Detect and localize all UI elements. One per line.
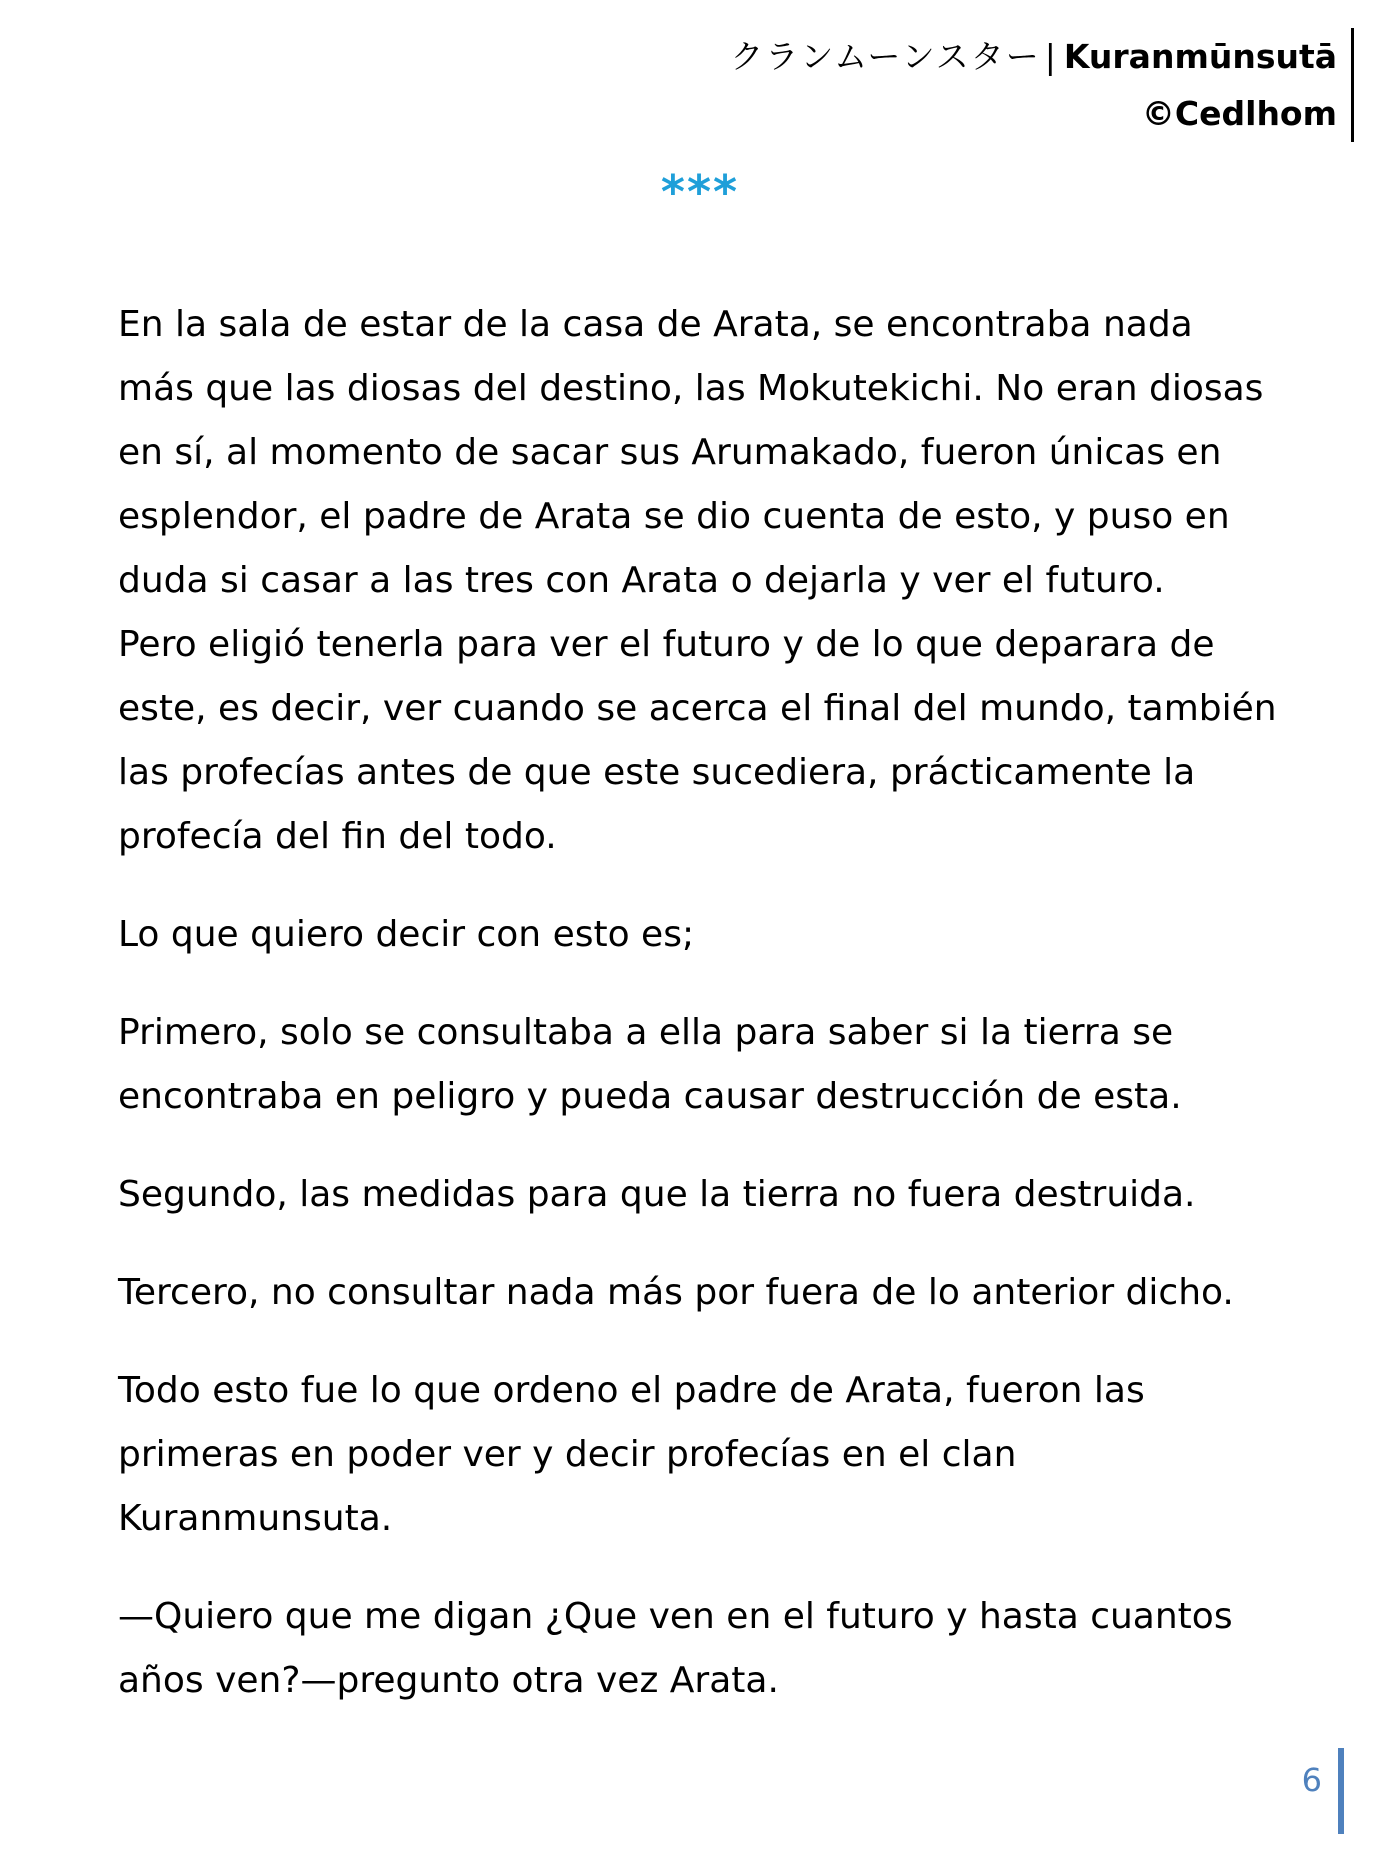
text-line: Primero, solo se consultaba a ella para saber si la tierra se	[118, 1012, 1174, 1053]
text-line: —Quiero que me digan ¿Que ven en el futuro y hasta cuantos	[118, 1596, 1233, 1637]
text-line: Kuranmunsuta.	[118, 1498, 393, 1539]
text-line: Todo esto fue lo que ordeno el padre de Arata, fueron las	[118, 1370, 1145, 1411]
paragraph-first-rule	[118, 1001, 1318, 1129]
section-divider: ***	[660, 165, 740, 219]
text-line: Tercero, no consultar nada más por fuera de lo anterior dicho.	[118, 1272, 1234, 1313]
header-separator: |	[1044, 37, 1056, 76]
page-number: 6	[1242, 1748, 1344, 1834]
text-line: las profecías antes de que este sucediera, prácticamente la	[118, 752, 1196, 793]
text-line: En la sala de estar de la casa de Arata, se encontraba nada	[118, 304, 1193, 345]
header-japanese-title: クランムーンスター	[730, 37, 1041, 76]
text-line: en sí, al momento de sacar sus Arumakado, fueron únicas en	[118, 432, 1222, 473]
text-line: encontraba en peligro y pueda causar destrucción de esta.	[118, 1076, 1182, 1117]
header-romanized-title: Kuranmūnsutā	[1063, 37, 1337, 76]
header-title-line	[730, 28, 1337, 85]
paragraph-explanation	[118, 903, 1318, 967]
text-line: este, es decir, ver cuando se acerca el final del mundo, también	[118, 688, 1277, 729]
paragraph-dialogue	[118, 1585, 1318, 1713]
text-line: esplendor, el padre de Arata se dio cuenta de esto, y puso en	[118, 496, 1230, 537]
paragraph-order	[118, 1359, 1318, 1551]
text-line: Pero eligió tenerla para ver el futuro y de lo que deparara de	[118, 624, 1215, 665]
text-line: duda si casar a las tres con Arata o dejarla y ver el futuro.	[118, 560, 1165, 601]
text-line: Lo que quiero decir con esto es;	[118, 914, 695, 955]
paragraph-third-rule	[118, 1261, 1318, 1325]
text-line: profecía del fin del todo.	[118, 816, 557, 857]
page-header	[730, 28, 1354, 142]
header-copyright: ©Cedlhom	[1141, 94, 1337, 133]
body-text	[118, 293, 1318, 1747]
paragraph-intro	[118, 293, 1318, 869]
text-line: primeras en poder ver y decir profecías en el clan	[118, 1434, 1017, 1475]
text-line: Segundo, las medidas para que la tierra no fuera destruida.	[118, 1174, 1196, 1215]
text-line: más que las diosas del destino, las Mokutekichi. No eran diosas	[118, 368, 1264, 409]
paragraph-second-rule	[118, 1163, 1318, 1227]
text-line: años ven?—pregunto otra vez Arata.	[118, 1660, 779, 1701]
